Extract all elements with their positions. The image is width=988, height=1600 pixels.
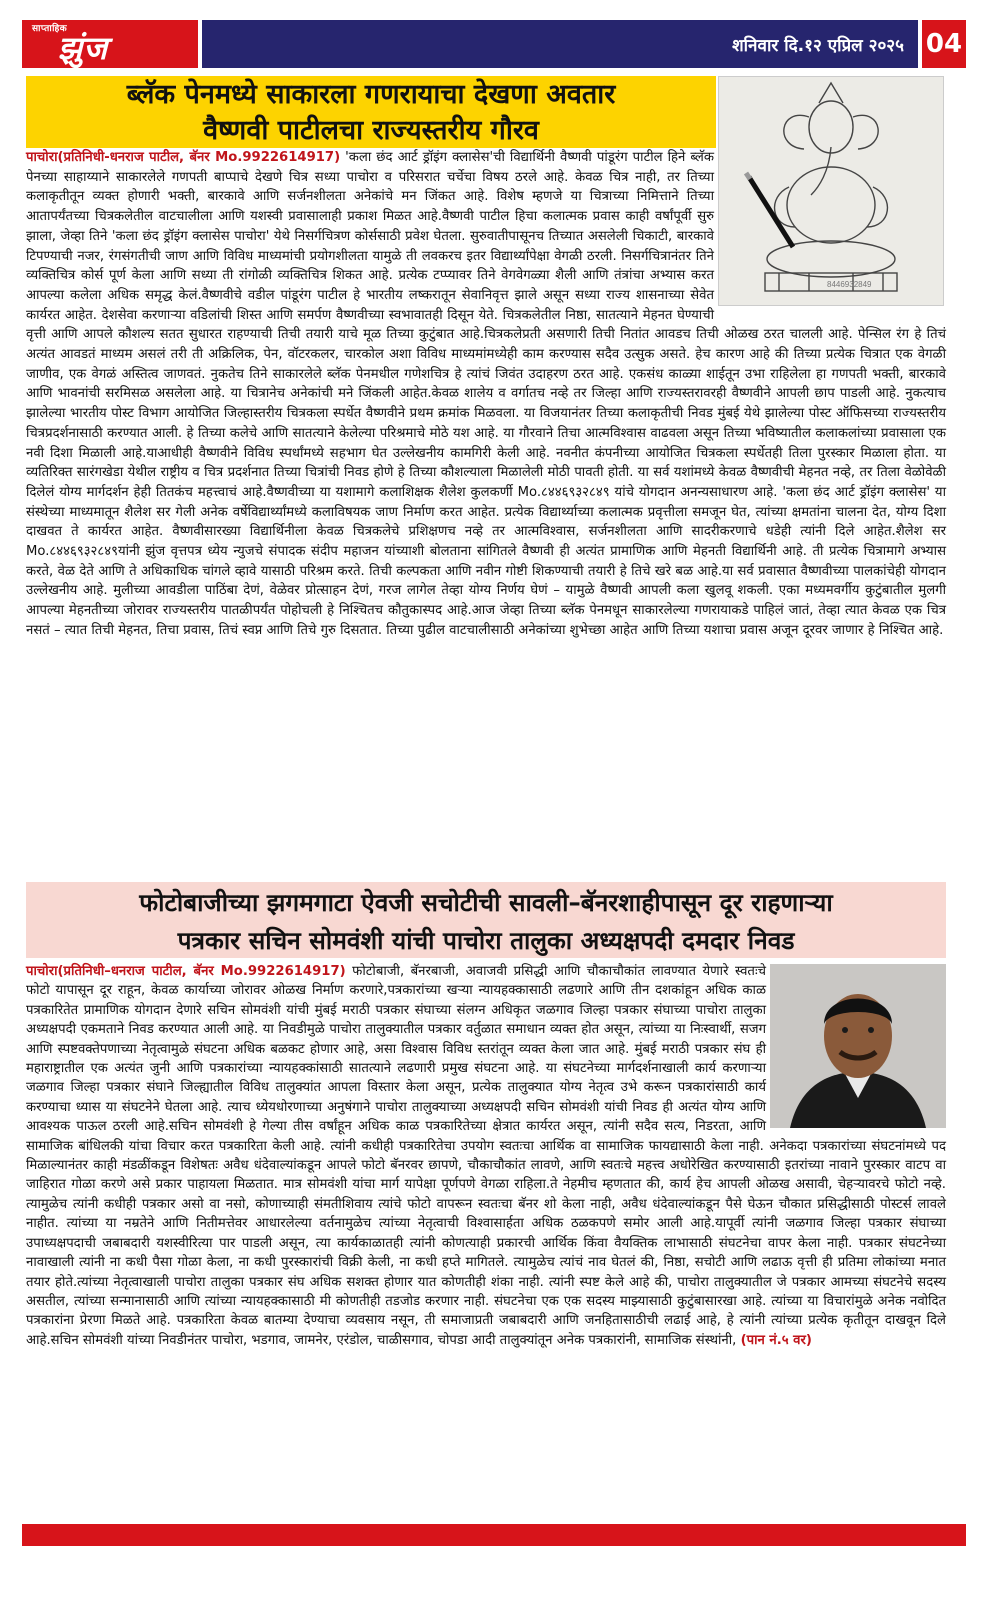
article1-byline: पाचोरा(प्रतिनिधी-धनराज पाटील, बॅनर Mo.9922614917) xyxy=(26,150,341,165)
article2-byline: पाचोरा(प्रतिनिधी–धनराज पाटील, बॅनर Mo.9922614917) xyxy=(26,964,346,979)
issue-date: शनिवार दि.१२ एप्रिल २०२५ xyxy=(732,36,904,56)
article2-headline-line2: पत्रकार सचिन सोमवंशी यांची पाचोरा तालुका अध्यक्षपदी दमदार निवड xyxy=(177,926,795,955)
page-number: 04 xyxy=(922,20,966,68)
article1-body xyxy=(26,148,946,641)
date-bar xyxy=(202,20,918,68)
masthead xyxy=(22,20,966,68)
article2-text: फोटोबाजी, बॅनरबाजी, अवाजवी प्रसिद्धी आणि चौकाचौकांत लावण्यात येणारे स्वतःचे फोटो यापासून दूर राहून, केवळ कार्याच्या जोरावर ओळख निर्माण करणारे,पत्रकारांच्या खऱ्या न्यायहक्कासाठी लढणारे आणि तीन दशकांहून अधिक काळ पत्रकारितेत प्रामाणिक योगदान देणारे सचिन सोमवंशी यांची मुंबई मराठी पत्रकार संघाच्या संलग्न अधिकृत जळगाव जिल्हा पत्रकार संघाच्या पाचोरा तालुका अध्यक्षपदी एकमताने निवड करण्यात आली आहे. या निवडीमुळे पाचोरा तालुक्यातील पत्रकार वर्तुळात समाधान व्यक्त होत असून, त्यांच्या या निःस्वार्थी, सजग आणि स्पष्टवक्तेपणाच्या नेतृत्वामुळे संघटना अधिक बळकट होणार आहे, असा विश्वास विविध स्तरांतून व्यक्त केला जात आहे. मुंबई मराठी पत्रकार संघ ही महाराष्ट्रातील एक अत्यंत जुनी आणि पत्रकारांच्या न्यायहक्कांसाठी सातत्याने लढणारी प्रमुख संघटना आहे. या संघटनेच्या मार्गदर्शनाखाली कार्य करणाऱ्या जळगाव जिल्हा पत्रकार संघाने जिल्ह्यातील विविध तालुक्यांत आपला विस्तार केला असून, प्रत्येक तालुक्यात योग्य नेतृत्व उभे करून पत्रकारांसाठी कार्य करण्याचा ध्यास या संघटनेने घेतला आहे. त्याच ध्येयधोरणाच्या अनुषंगाने पाचोरा तालुक्याच्या अध्यक्षपदी सचिन सोमवंशी यांची निवड ही अत्यंत योग्य आणि आवश्यक पाऊल ठरली आहे.सचिन सोमवंशी हे गेल्या तीस वर्षांहून अधिक काळ पत्रकारितेच्या क्षेत्रात कार्यरत असून, त्यांनी सदैव सत्य, निडरता, आणि सामाजिक बांधिलकी यांचा विचार करत पत्रकारिता केली आहे. त्यांनी कधीही पत्रकारितेचा उपयोग स्वतःचा आर्थिक वा सामाजिक फायद्यासाठी केला नाही. अनेकदा पत्रकारांच्या संघटनांमध्ये पद मिळाल्यानंतर काही मंडळींकडून विशेषतः अवैध धंदेवाल्यांकडून आपले फोटो बॅनरवर छापणे, चौकाचौकांत लावणे, आणि स्वतःचे महत्त्व अधोरेखित करण्यासाठी इतरांच्या नावाने पुरस्कार वाटप वा जाहिरात गोळा करणे असे प्रकार पाहायला मिळतात. मात्र सोमवंशी यांचा मार्ग यापेक्षा पूर्णपणे वेगळा राहिला.ते नेहमीच म्हणतात की, कार्य हेच आपली ओळख असावी, चेहऱ्यावरचे फोटो नव्हे. त्यामुळेच त्यांनी कधीही पत्रकार असो वा नसो, कोणाच्याही संमतीशिवाय त्यांचे फोटो वापरून स्वतःचा बॅनर शो केला नाही, अवैध धंदेवाल्यांकडून पैसे घेऊन चौकात प्रसिद्धीसाठी पोस्टर्स लावले नाहीत. त्यांच्या या नम्रतेने आणि नितीमत्तेवर आधारलेल्या वर्तनामुळेच त्यांच्या नेतृत्वाची विश्वासार्हता अधिक ठळकपणे समोर आली आहे.यापूर्वी त्यांनी जळगाव जिल्हा पत्रकार संघाच्या उपाध्यक्षपदाची जबाबदारी यशस्वीरित्या पार पाडली असून, त्या कार्यकाळातही त्यांनी कोणत्याही प्रकारची आर्थिक किंवा वैयक्तिक लाभासाठी संघटनेचा वापर केला नाही. पत्रकार संघटनेच्या नावाखाली त्यांनी ना कधी पैसा गोळा केला, ना कधी पुरस्कारांची विक्री केली, ना कधी हप्ते मागितले. त्यामुळेच त्यांचं नाव घेतलं की, निष्ठा, सचोटी आणि लढाऊ वृत्ती ही प्रतिमा लोकांच्या मनात तयार होते.त्यांच्या नेतृत्वाखाली पाचोरा तालुका पत्रकार संघ अधिक सशक्त होणार यात कोणतीही शंका नाही. त्यांनी स्पष्ट केले आहे की, पाचोरा तालुक्यातील जे पत्रकार आमच्या संघटनेचे सदस्य असतील, त्यांच्या सन्मानासाठी आणि त्यांच्या न्यायहक्कासाठी मी कोणतीही तडजोड करणार नाही. संघटनेचा एक एक सदस्य माझ्यासाठी कुटुंबासारखा आहे. त्यांच्या या विचारांमुळे अनेक नवोदित पत्रकारांना प्रेरणा मिळते आहे. पत्रकारिता केवळ बातम्या देण्याचा व्यवसाय नसून, ती समाजाप्रती जबाबदारी आणि जनहितासाठीची लढाई आहे, हे त्यांनी त्यांच्या प्रत्येक कृतीतून दाखवून दिले आहे.सचिन सोमवंशी यांच्या निवडीनंतर पाचोरा, भडगाव, जामनेर, एरंडोल, चाळीसगाव, चोपडा आदी तालुक्यांतून अनेक पत्रकारांनी, सामाजिक संस्थांनी, xyxy=(26,964,946,1348)
footer-bar xyxy=(22,1524,966,1546)
logo-tagline: साप्ताहिक xyxy=(32,24,68,34)
newspaper-logo xyxy=(22,20,198,68)
article1-headline-line1: ब्लॅक पेनमध्ये साकारला गणरायाचा देखणा अवतार xyxy=(126,79,616,110)
article1-headline-line2: वैष्णवी पाटीलचा राज्यस्तरीय गौरव xyxy=(203,115,539,146)
continued-on-page: (पान नं.५ वर) xyxy=(740,1332,812,1348)
article2-headline xyxy=(26,882,946,958)
article2-headline-line1: फोटोबाजीच्या झगमगाटा ऐवजी सचोटीची सावली–बॅनरशाहीपासून दूर राहणाऱ्या xyxy=(139,888,833,917)
logo-title: झुंज xyxy=(58,29,108,67)
article1-text: 'कला छंद आर्ट ड्रॉइंग क्लासेस'ची विद्यार्थिनी वैष्णवी पांडूरंग पाटील हिने ब्लॅक पेनच्या साहाय्याने साकारलेले गणपती बाप्पाचे देखणे चित्र सध्या पाचोरा व परिसरात चर्चेचा विषय ठरले आहे. केवळ चित्र नाही, तर तिच्या कलाकृतीतून व्यक्त होणारी भक्ती, बारकावे आणि सर्जनशीलता अनेकांचे मन जिंकत आहे. विशेष म्हणजे या चित्राच्या निमित्ताने तिच्या आतापर्यंतच्या चित्रकलेतील वाटचालीला आणि यशस्वी प्रवासालाही प्रकाश मिळत आहे.वैष्णवी पाटील हिचा कलात्मक प्रवास काही वर्षांपूर्वी सुरु झाला, जेव्हा तिने 'कला छंद ड्रॉइंग क्लासेस पाचोरा' येथे निसर्गचित्रण कोर्ससाठी प्रवेश घेतला. सुरुवातीपासूनच तिच्यात असलेली चिकाटी, बारकावे टिपण्याची नजर, रंगसंगतीची जाण आणि विविध माध्यमांची प्रयोगशीलता यामुळे ती लवकरच इतर विद्यार्थ्यांपेक्षा वेगळी ठरली. निसर्गचित्रानंतर तिने व्यक्तिचित्र कोर्स पूर्ण केला आणि सध्या ती रांगोळी व्यक्तिचित्र शिकत आहे. प्रत्येक टप्प्यावर तिने वेगवेगळ्या शैली आणि तंत्रांचा अभ्यास करत आपल्या कलेला अधिक समृद्ध केलं.वैष्णवीचे वडील पांडूरंग पाटील हे भारतीय लष्करातून सेवानिवृत्त झाले असून सध्या राज्य शासनाच्या सेवेत कार्यरत आहेत. देशसेवा करणाऱ्या वडिलांची शिस्त आणि समर्पण वैष्णवीच्या स्वभावातही दिसून येते. चित्रकलेतील निष्ठा, सातत्याने मेहनत घेण्याची वृत्ती आणि आपले कौशल्य सतत सुधारत राहण्याची तिची तयारी याचे मूळ तिच्या कुटुंबात आहे.चित्रकलेप्रती असणारी तिची नितांत आवडच तिची ओळख ठरत चालली आहे. पेन्सिल रंग हे तिचं अत्यंत आवडतं माध्यम असलं तरी ती अक्रिलिक, पेन, वॉटरकलर, चारकोल अशा विविध माध्यमांमध्येही काम करण्यास सदैव उत्सुक असते. हेच कारण आहे की तिच्या प्रत्येक चित्रात एक वेगळी जाणीव, एक वेगळं अस्तित्व जाणवतं. नुकतेच तिने साकारलेले ब्लॅक पेनमधील गणेशचित्र हे त्यांचं जिवंत उदाहरण ठरत आहे. एकसंध काळ्या शाईतून उभा राहिलेला हा गणपती भक्ती, बारकावे आणि भावनांची सरमिसळ असलेला आहे. या चित्रानेच अनेकांची मने जिंकली आहेत.केवळ शालेय व वर्गातच नव्हे तर जिल्हा आणि राज्यस्तरावरही वैष्णवीने आपली छाप पाडली आहे. नुकत्याच झालेल्या भारतीय पोस्ट विभाग आयोजित जिल्हास्तरीय चित्रकला स्पर्धेत वैष्णवीने प्रथम क्रमांक मिळवला. या विजयानंतर तिच्या कलाकृतीची निवड मुंबई येथे झालेल्या पोस्ट ऑफिसच्या राज्यस्तरीय चित्रप्रदर्शनासाठी करण्यात आली. हे तिच्या कलेचे आणि सातत्याने केलेल्या परिश्रमाचे मोठे यश आहे. या गौरवाने तिचा आत्मविश्वास वाढवला असून तिच्या भविष्यातील कलाकलांच्या प्रवासाला एक नवी दिशा मिळाली आहे.याआधीही वैष्णवीने विविध स्पर्धांमध्ये सहभाग घेत उल्लेखनीय कामगिरी केली आहे. नवनीत कंपनीच्या आयोजित चित्रकला स्पर्धेतही तिला पुरस्कार मिळाला होता. या व्यतिरिक्त सारंगखेडा येथील राष्ट्रीय व चित्र प्रदर्शनात तिच्या चित्रांची निवड होणे हे तिच्या कौशल्याला मिळालेली मोठी पावती होती. या सर्व यशांमध्ये केवळ वैष्णवीची मेहनत नव्हे, तर तिला वेळोवेळी दिलेलं योग्य मार्गदर्शन हेही तितकंच महत्त्वाचं आहे.वैष्णवीच्या या यशामागे कलाशिक्षक शैलेश कुलकर्णी Mo.८४४६९३२८४९ यांचे योगदान अनन्यसाधारण आहे. 'कला छंद आर्ट ड्रॉइंग क्लासेस' या संस्थेच्या माध्यमातून शैलेश सर गेली अनेक वर्षेविद्यार्थ्यांमध्ये कलाविषयक जाण निर्माण करत आहेत. प्रत्येक विद्यार्थ्याच्या कलात्मक प्रवृत्तीला समजून घेत, त्यांच्या क्षमतांना चालना देत, योग्य दिशा दाखवत ते कार्यरत आहेत. वैष्णवीसारख्या विद्यार्थिनीला केवळ चित्रकलेचे प्रशिक्षणच नव्हे तर आत्मविश्वास, सर्जनशीलता आणि सादरीकरणाचे धडेही त्यांनी दिले आहेत.शैलेश सर Mo.८४४६९३२८४९यांनी झुंज वृत्तपत्र ध्येय न्युजचे संपादक संदीप महाजन यांच्याशी बोलताना सांगितले वैष्णवी ही अत्यंत प्रामाणिक आणि मेहनती विद्यार्थिनी आहे. ती प्रत्येक चित्रामागे अभ्यास करते, वेळ देते आणि ते अधिकाधिक चांगले व्हावे यासाठी परिश्रम करते. तिची कल्पकता आणि नवीन गोष्टी शिकण्याची तयारी हे तिचे खरे बळ आहे.या सर्व प्रवासात वैष्णवीच्या पालकांचेही योगदान उल्लेखनीय आहे. मुलीच्या आवडीला पाठिंबा देणं, वेळेवर प्रोत्साहन देणं, गरज लागेल तेव्हा योग्य निर्णय घेणं – यामुळे वैष्णवी आपली कला खुलवू शकली. एका मध्यमवर्गीय कुटुंबातील मुलगी आपल्या मेहनतीच्या जोरावर राज्यस्तरीय पातळीपर्यंत पोहोचली हे निश्चितच कौतुकास्पद आहे.आज जेव्हा तिच्या ब्लॅक पेनमधून साकारलेल्या गणरायाकडे पाहिलं जातं, तेव्हा त्यात केवळ एक चित्र नसतं – त्यात तिची मेहनत, तिचा प्रवास, तिचं स्वप्न आणि तिचे गुरु दिसतात. तिच्या पुढील वाटचालीसाठी अनेकांच्या शुभेच्छा आहेत आणि तिच्या यशाचा प्रवास अजून दूरवर जाणार हे निश्चित आहे. xyxy=(26,150,946,638)
article2-body xyxy=(26,962,946,1350)
article1-headline xyxy=(26,76,716,148)
drawing-caption: 8446932849 xyxy=(827,280,872,289)
